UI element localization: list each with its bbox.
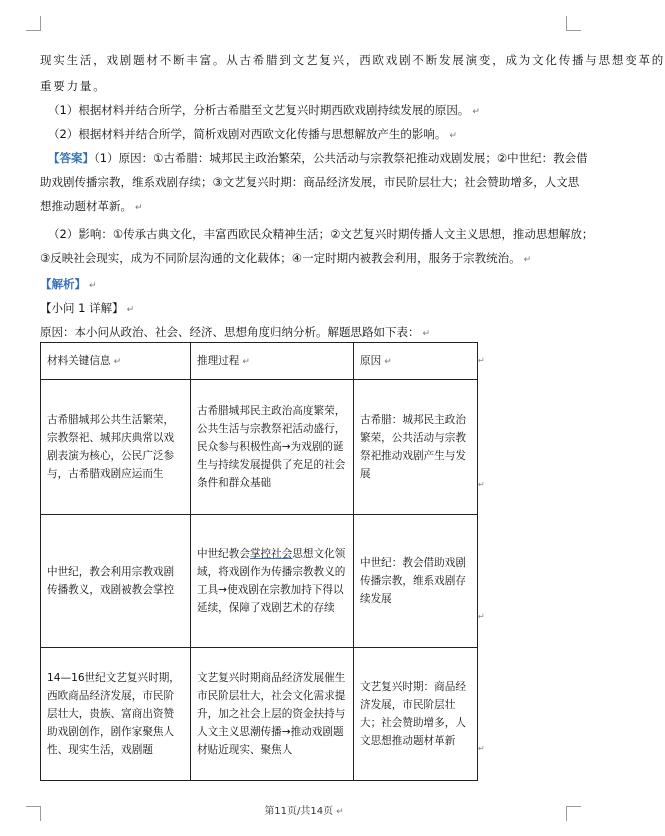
row-end-mark-icon: ↵ bbox=[478, 356, 485, 365]
paragraph-mark-icon: ↵ bbox=[126, 305, 135, 315]
table-cell-reasoning: 文艺复兴时期商品经济发展催生市民阶层壮大，社会文化需求提升，加之社会上层的资金扶持与人文主义思潮传播→推动戏剧题材贴近现实、聚焦人 bbox=[191, 648, 354, 781]
paragraph-mark-icon: ↵ bbox=[135, 203, 143, 213]
underlined-term: 掌控社会 bbox=[249, 548, 293, 560]
row-end-mark-icon: ↵ bbox=[478, 480, 485, 489]
paragraph-mark-icon: ↵ bbox=[449, 131, 457, 141]
question-2: （2）根据材料并结合所学，简析戏剧对西欧文化传播与思想解放产生的影响。 ↵ bbox=[48, 127, 457, 141]
paragraph-mark-icon: ↵ bbox=[384, 356, 392, 367]
table-cell-reasoning: 中世纪教会掌控社会思想文化领域，将戏剧作为传播宗教教义的工具→使戏剧在宗教加持下得以延续，保障了戏剧艺术的存续 bbox=[191, 515, 354, 648]
table-header-cell: 材料关键信息 ↵ bbox=[41, 343, 191, 380]
page-footer: 第11页/共14页 ↵ bbox=[264, 806, 344, 817]
row-end-mark-icon: ↵ bbox=[478, 744, 485, 753]
answer-line-1: 【答案】（1）原因：①古希腊：城邦民主政治繁荣，公共活动与宗教祭祀推动戏剧发展；②中世纪：教会借 bbox=[48, 151, 588, 165]
crop-mark-top-right bbox=[566, 16, 581, 31]
answer-line-4: （2）影响：①传承古典文化，丰富西欧民众精神生活；②文艺复兴时期传播人文主义思想，推动思想解放； bbox=[48, 227, 594, 241]
table-row bbox=[41, 515, 478, 648]
analysis-table bbox=[40, 342, 478, 781]
intro-line-2: 重要力量。 bbox=[40, 79, 107, 93]
method-line: 原因：本小问从政治、社会、经济、思想角度归纳分析。解题思路如下表： ↵ bbox=[40, 325, 431, 339]
paragraph-mark-icon: ↵ bbox=[242, 356, 250, 367]
analysis-tag: 【解析】 bbox=[40, 277, 86, 291]
answer-line-3: 想推动题材革新。 ↵ bbox=[40, 199, 143, 213]
analysis-tag-line bbox=[40, 276, 568, 294]
row-end-mark-icon: ↵ bbox=[478, 612, 485, 621]
sub-question-title: 【小问 1 详解】 ↵ bbox=[40, 301, 135, 315]
answer-tag: 【答案】 bbox=[48, 151, 94, 165]
paragraph-mark-icon: ↵ bbox=[422, 329, 431, 339]
answer-line-2: 助戏剧传播宗教，维系戏剧存续；③文艺复兴时期：商品经济发展，市民阶层壮大；社会赞助增多，人文思 bbox=[40, 175, 580, 189]
table-row bbox=[41, 648, 478, 781]
paragraph-mark-icon: ↵ bbox=[523, 255, 532, 265]
table-cell-info: 中世纪，教会利用宗教戏剧传播教义，戏剧被教会掌控 bbox=[41, 515, 191, 648]
paragraph-mark-icon: ↵ bbox=[336, 807, 344, 817]
crop-mark-top-left bbox=[26, 16, 41, 31]
table-cell-cause: 中世纪：教会借助戏剧传播宗教，维系戏剧存续发展 bbox=[354, 515, 478, 648]
table-cell-cause: 古希腊：城邦民主政治繁荣，公共活动与宗教祭祀推动戏剧产生与发展 bbox=[354, 380, 478, 515]
table-header-cell: 推理过程 ↵ bbox=[191, 343, 354, 380]
table-header-row bbox=[41, 343, 478, 380]
paragraph-mark-icon: ↵ bbox=[472, 107, 480, 117]
question-1: （1）根据材料并结合所学，分析古希腊至文艺复兴时期西欧戏剧持续发展的原因。 ↵ bbox=[48, 103, 480, 117]
answer-line-5: ③反映社会现实，成为不同阶层沟通的文化载体；④一定时期内被教会利用，服务于宗教统治。 ↵ bbox=[40, 251, 532, 265]
intro-line-1: 现实生活，戏剧题材不断丰富。从古希腊到文艺复兴，西欧戏剧不断发展演变，成为文化传播与思想变革的 bbox=[40, 53, 665, 67]
table-cell-info: 14—16世纪文艺复兴时期，西欧商品经济发展，市民阶层壮大，贵族、富商出资赞助戏剧创作，剧作家聚焦人性、现实生活，戏剧题 bbox=[41, 648, 191, 781]
table-cell-info: 古希腊城邦公共生活繁荣，宗教祭祀、城邦庆典常以戏剧表演为核心，公民广泛参与，古希腊戏剧应运而生 bbox=[41, 380, 191, 515]
paragraph-mark-icon: ↵ bbox=[113, 356, 122, 367]
table-cell-reasoning: 古希腊城邦民主政治高度繁荣，公共生活与宗教祭祀活动盛行，民众参与积极性高→为戏剧的诞生与持续发展提供了充足的社会条件和群众基础 bbox=[191, 380, 354, 515]
table-cell-cause: 文艺复兴时期：商品经济发展，市民阶层壮大；社会赞助增多，人文思想推动题材革新 bbox=[354, 648, 478, 781]
paragraph-mark-icon: ↵ bbox=[89, 281, 97, 291]
table-row bbox=[41, 380, 478, 515]
table-header-cell: 原因 ↵ bbox=[354, 343, 478, 380]
